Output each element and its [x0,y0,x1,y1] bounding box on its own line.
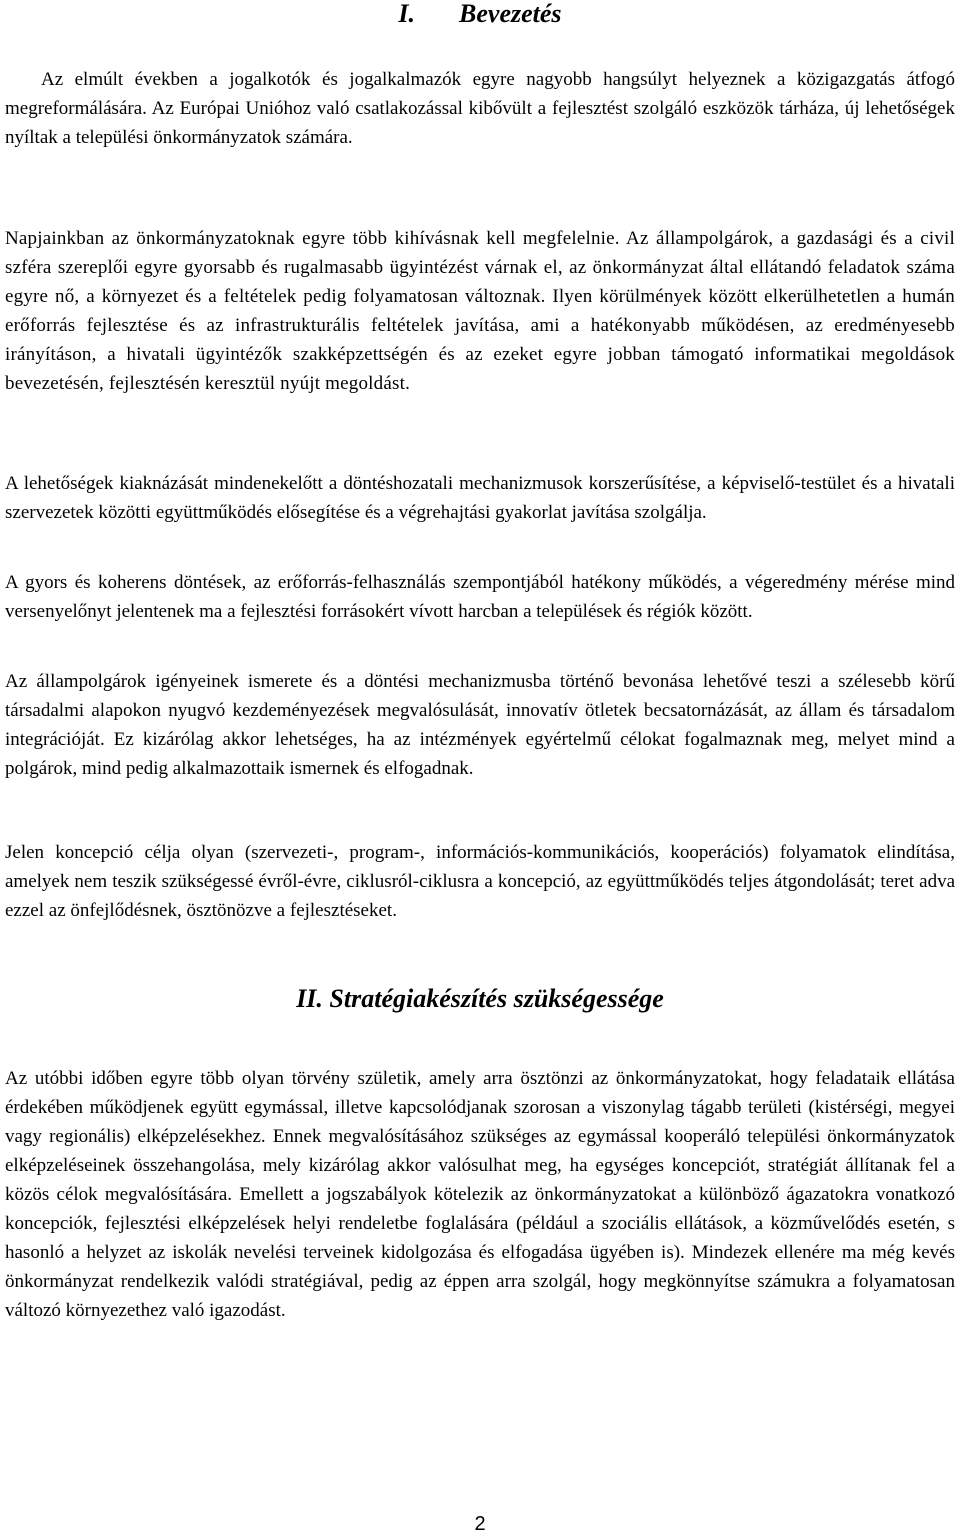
section-heading-2: II. Stratégiakészítés szükségessége [296,984,664,1013]
section-heading-1 [0,0,960,32]
paragraph-strategy: Az utóbbi időben egyre több olyan törvény születik, amely arra ösztönzi az önkormányzatokat, hogy feladataik ellátása érdekében működjenek együtt egymással, illetve kapcsolódjanak szorosan a viszonylag tágabb területi (kistérségi, megyei vagy regionális) elképzelésekhez. Ennek megvalósításához szükséges az egymással kooperáló települési önkormányzatok elképzeléseinek összehangolása, mely kizárólag akkor valósulhat meg, ha egységes koncepciót, stratégiát állítanak fel a közös célok megvalósítására. Emellett a jogszabályok kötelezik az önkormányzatokat a különböző ágazatokra vonatkozó koncepciók, fejlesztési elképzelések helyi rendeletbe foglalására (például a szociális ellátások, a közművelődés esetén, s hasonló a helyzet az iskolák nevelési terveinek kidolgozása és elfogadása ügyében is). Mindezek ellenére ma még kevés önkormányzat rendelkezik valódi stratégiával, pedig az éppen arra szolgál, hogy megkönnyítse számukra a folyamatosan változó környezethez való igazodást. [5,1068,955,1321]
paragraph-intro: Az elmúlt években a jogalkotók és jogalkalmazók egyre nagyobb hangsúlyt helyeznek a közigazgatás átfogó megreformálására. Az Európai Unióhoz való csatlakozással kibővült a fejlesztést szolgáló eszközök tárháza, új lehetőségek nyíltak a települési önkormányzatok számára. [5,69,955,148]
paragraph-opportunities: A lehetőségek kiaknázását mindenekelőtt a döntéshozatali mechanizmusok korszerűsítése, a képviselő-testület és a hivatali szervezetek közötti együttműködés elősegítése és a végrehajtási gyakorlat javítása szolgálja. [5,473,955,523]
section-title: Bevezetés [459,0,562,28]
paragraph-decisions: A gyors és koherens döntések, az erőforrás-felhasználás szempontjából hatékony működés, a végeredmény mérése mind versenyelőnyt jelentenek ma a fejlesztési forrásokért vívott harcban a települések és régiók között. [5,572,955,622]
paragraph-challenges: Napjainkban az önkormányzatoknak egyre több kihívásnak kell megfelelnie. Az állampolgárok, a gazdasági és a civil szféra szereplői egyre gyorsabb és rugalmasabb ügyintézést várnak el, az önkormányzat által ellátandó feladatok száma egyre nő, a környezet és a feltételek pedig folyamatosan változnak. Ilyen körülmények között elkerülhetetlen a humán erőforrás fejlesztése és az infrastrukturális feltételek javítása, ami a hatékonyabb működésen, az eredményesebb irányításon, a hivatali ügyintézők szakképzettségén és az ezeket egyre jobban támogató informatikai megoldások bevezetésén, fejlesztésén keresztül nyújt megoldást. [5,228,955,394]
paragraph-concept: Jelen koncepció célja olyan (szervezeti-, program-, információs-kommunikációs, kooperációs) folyamatok elindítása, amelyek nem teszik szükségessé évről-évre, ciklusról-ciklusra a koncepció, az együttműködés teljes átgondolását; teret adva ezzel az önfejlődésnek, ösztönözve a fejlesztéseket. [5,842,955,921]
paragraph-citizens: Az állampolgárok igényeinek ismerete és a döntési mechanizmusba történő bevonása lehetővé teszi a szélesebb körű társadalmi alapokon nyugvó kezdeményezések megvalósulását, innovatív ötletek becsatornázását, az állam és társadalom integrációját. Ez kizárólag akkor lehetséges, ha az intézmények egyértelmű célokat fogalmaznak meg, melyet mind a polgárok, mind pedig alkalmazottaik ismernek és elfogadnak. [5,671,955,779]
page-number: 2 [474,1513,486,1535]
section-number: I. [398,0,416,28]
